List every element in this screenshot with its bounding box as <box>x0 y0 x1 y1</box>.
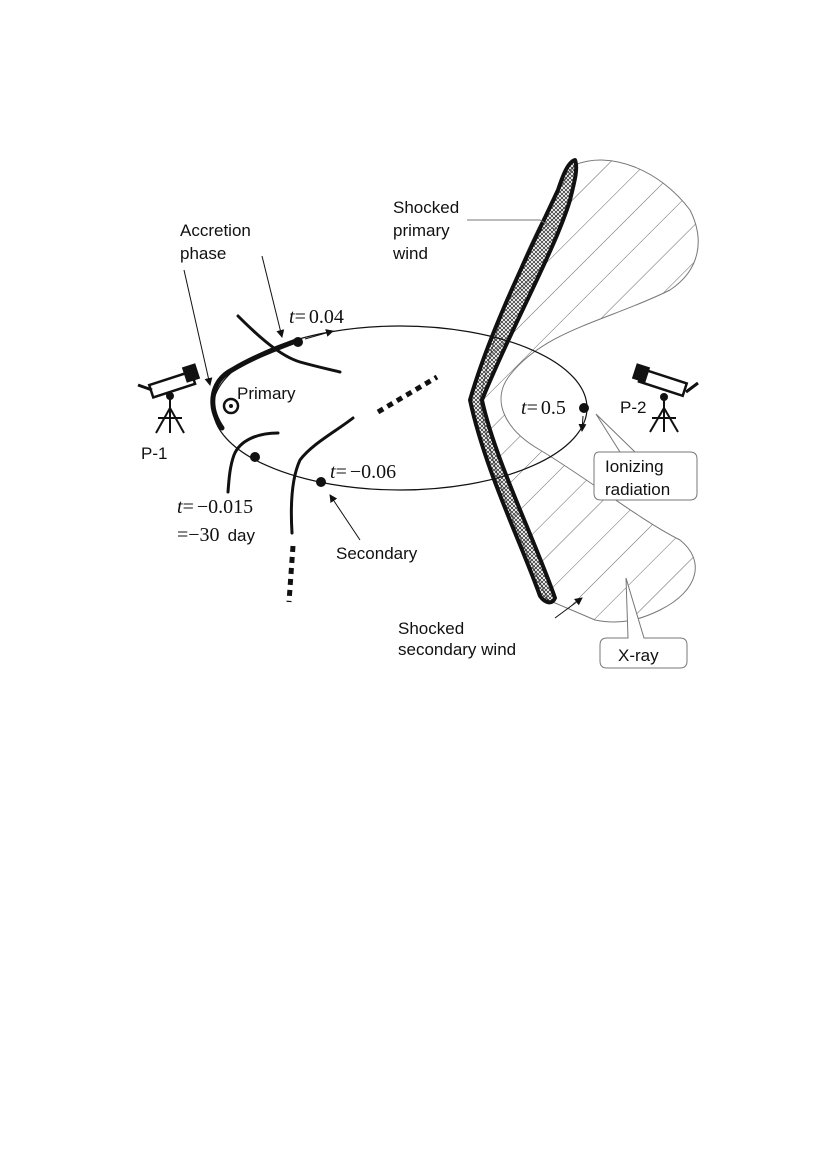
phase-label-t004: t= 0.04 <box>289 306 344 328</box>
phase-label-tm006: t= −0.06 <box>330 461 397 483</box>
wind-streamer-lower <box>228 433 278 492</box>
label-shocked-primary-3: wind <box>393 244 428 263</box>
orbit-direction-arrow-top <box>305 331 333 339</box>
telescope-p1-icon <box>138 364 199 433</box>
phase-dot-tm0015 <box>250 452 260 462</box>
label-shocked-primary-2: primary <box>393 221 450 240</box>
phase-label-t05: t= 0.5 <box>521 397 566 419</box>
label-phase: phase <box>180 244 227 263</box>
label-shocked-secondary-2: secondary wind <box>398 640 517 659</box>
accretion-pointer-2 <box>262 256 282 337</box>
phase-dot-t004 <box>293 337 303 347</box>
label-secondary: Secondary <box>336 544 418 563</box>
primary-star-inner <box>229 404 233 408</box>
orbit-direction-arrow-right <box>582 416 583 431</box>
phase-label-tm0015: t= −0.015 <box>177 496 254 518</box>
phase-dot-t05 <box>579 403 589 413</box>
secondary-trail-dashed-upper <box>378 377 437 412</box>
secondary-trail-dashed-lower <box>289 546 293 602</box>
label-shocked-primary-1: Shocked <box>393 198 460 217</box>
label-ionizing: Ionizing <box>605 457 664 476</box>
label-p2: P-2 <box>620 398 647 417</box>
phase-dot-tm006 <box>316 477 326 487</box>
label-p1: P-1 <box>141 444 168 463</box>
label-accretion: Accretion <box>180 221 251 240</box>
label-xray: X-ray <box>618 646 659 665</box>
label-primary: Primary <box>237 384 296 403</box>
label-radiation: radiation <box>605 480 671 499</box>
phase-label-days: =−30 day <box>177 524 255 546</box>
label-shocked-secondary-1: Shocked <box>398 619 465 638</box>
secondary-pointer <box>330 495 360 540</box>
